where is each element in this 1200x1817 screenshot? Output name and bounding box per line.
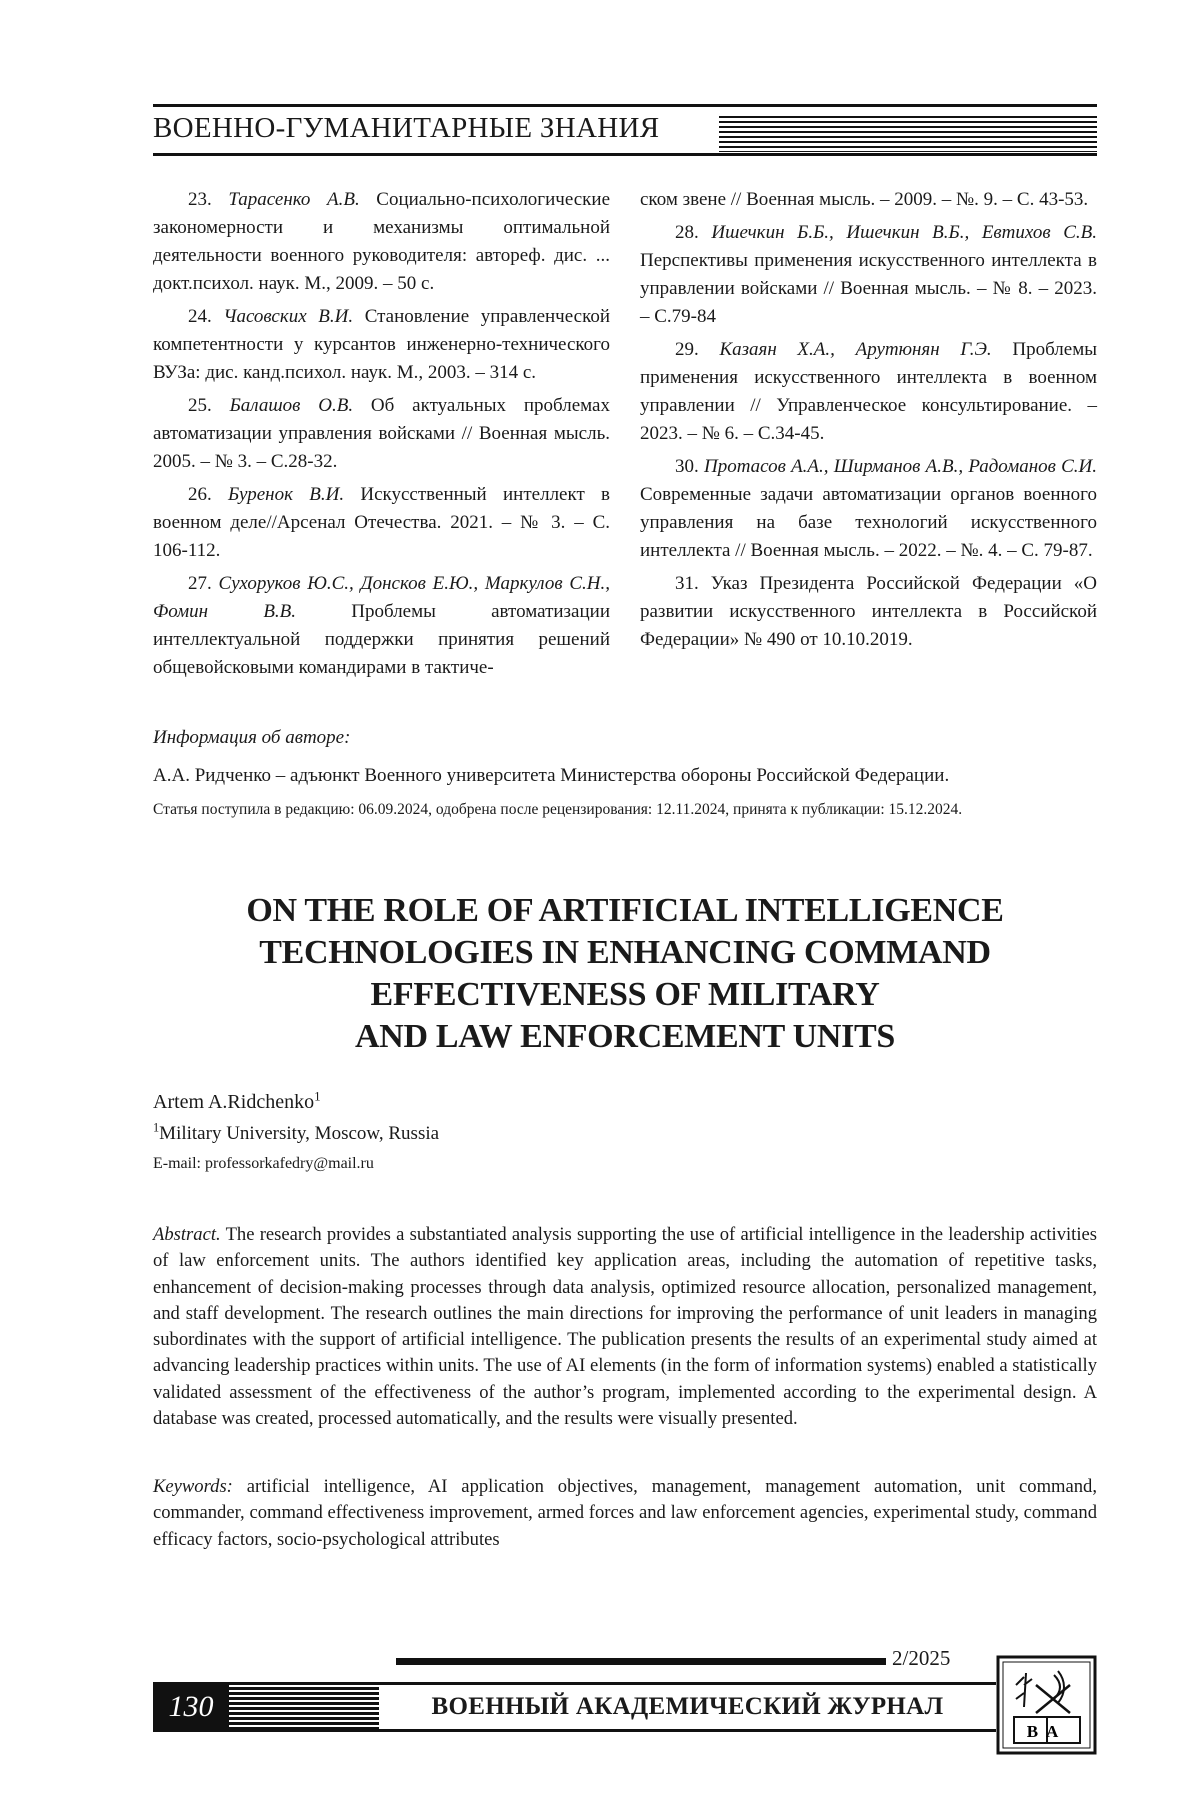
author-info-line: А.А. Ридченко – адъюнкт Военного университета Министерства обороны Российской Федерации. <box>153 765 950 786</box>
page-number: 130 <box>168 1690 214 1723</box>
english-title <box>153 890 1097 1058</box>
footer-stripes <box>229 1685 379 1729</box>
reference-item: 23. Тарасенко А.В. Социально-психологические закономерности и механизмы оптимальной деятельности военного руководителя: автореф. дис. ... докт.психол. наук. М., 2009. – 50 с. <box>153 189 610 294</box>
byline <box>153 1088 1097 1176</box>
abstract-text: The research provides a substantiated analysis supporting the use of artificial intelligence in the leadership activities of law enforcement units. The authors identified key application areas, including the automation of repetitive tasks, enhancement of decision-making processes through data analysis, optimized resource allocation, personalized management, and staff development. The research outlines the main directions for improving the performance of unit leaders in managing subordinates with the support of artificial intelligence. The publication presents the results of an experimental study aimed at advancing leadership practices within units. The use of AI elements (in the form of information systems) enabled a statistically validated assessment of the effectiveness of the author’s program, implemented according to the experimental design. A database was created, processed automatically, and the results were visually presented. <box>153 1224 1097 1430</box>
references-left-column <box>153 186 610 687</box>
title-line: TECHNOLOGIES IN ENHANCING COMMAND <box>259 934 991 971</box>
reference-item: 30. Протасов А.А., Ширманов А.В., Радоманов С.И. Современные задачи автоматизации органов военного управления на базе технологий искусственного интеллекта // Военная мысль. – 2022. – №. 4. – С. 79-87. <box>640 456 1097 561</box>
reference-item: 31. Указ Президента Российской Федерации «О развитии искусственного интеллекта в Российской Федерации» № 490 от 10.10.2019. <box>640 573 1097 650</box>
title-line: AND LAW ENFORCEMENT UNITS <box>354 1018 896 1055</box>
issue-number: 2/2025 <box>892 1646 951 1670</box>
header-decorative-bars <box>719 116 1097 152</box>
references-right-column <box>640 186 1097 659</box>
logo-letters: ВА <box>1026 1722 1068 1741</box>
reference-item: 27. Сухоруков Ю.С., Донсков Е.Ю., Маркулов С.Н., Фомин В.В. Проблемы автоматизации интеллектуальной поддержки принятия решений общевойсковыми командирами в тактиче- <box>153 573 610 678</box>
submission-dates: Статья поступила в редакцию: 06.09.2024, одобрена после рецензирования: 12.11.2024, принята к публикации: 15.12.2024. <box>153 801 963 818</box>
author-name: Artem A.Ridchenko$^1$ <box>153 1088 321 1113</box>
keywords-text: artificial intelligence, AI application objectives, management, management automation, unit command, commander, command effectiveness improvement, armed forces and law enforcement agencies, experimental study, command efficacy factors, socio-psychological attributes <box>153 1476 1097 1550</box>
header-rule-top <box>153 104 1097 107</box>
journal-name: ВОЕННЫЙ АКАДЕМИЧЕСКИЙ ЖУРНАЛ <box>431 1693 944 1720</box>
author-email: E-mail: professorkafedry@mail.ru <box>153 1155 374 1172</box>
author-info-label: Информация об авторе: <box>153 727 351 748</box>
section-title: ВОЕННО-ГУМАНИТАРНЫЕ ЗНАНИЯ <box>153 112 660 144</box>
keywords <box>153 1474 1097 1553</box>
abstract <box>153 1222 1097 1432</box>
reference-item: 29. Казаян Х.А., Арутюнян Г.Э. Проблемы применения искусственного интеллекта в военном управлении // Управленческое консультирование. – 2023. – № 6. – С.34-45. <box>640 339 1098 444</box>
author-info <box>153 725 1097 821</box>
header-rule-bottom <box>153 153 1097 156</box>
running-header <box>153 104 1097 156</box>
abstract-label: Abstract. <box>153 1224 221 1245</box>
reference-item: 28. Ишечкин Б.Б., Ишечкин В.Б., Евтихов С.В. Перспективы применения искусственного интеллекта в управлении войсками // Военная мысль. – № 8. – 2023. – С.79-84 <box>640 222 1097 327</box>
reference-item: 26. Буренок В.И. Искусственный интеллект в военном деле//Арсенал Отечества. 2021. – № 3. – С. 106-112. <box>153 484 611 561</box>
journal-logo <box>996 1655 1097 1755</box>
footer-thin-rule <box>396 1658 886 1665</box>
title-line: ON THE ROLE OF ARTIFICIAL INTELLIGENCE <box>246 892 1004 929</box>
title-line: EFFECTIVENESS OF MILITARY <box>370 976 880 1013</box>
reference-item: 24. Часовских В.И. Становление управленческой компетентности у курсантов инженерно-технического ВУЗа: дис. канд.психол. наук. М., 2003. – 314 с. <box>153 306 611 383</box>
affiliation: $^1$Military University, Moscow, Russia <box>153 1120 440 1144</box>
keywords-label: Keywords: <box>153 1476 233 1497</box>
reference-item: 25. Балашов О.В. Об актуальных проблемах автоматизации управления войсками // Военная мысль. 2005. – № 3. – С.28-32. <box>153 395 610 472</box>
reference-continuation: ском звене // Военная мысль. – 2009. – №. 9. – С. 43-53. <box>640 189 1089 210</box>
